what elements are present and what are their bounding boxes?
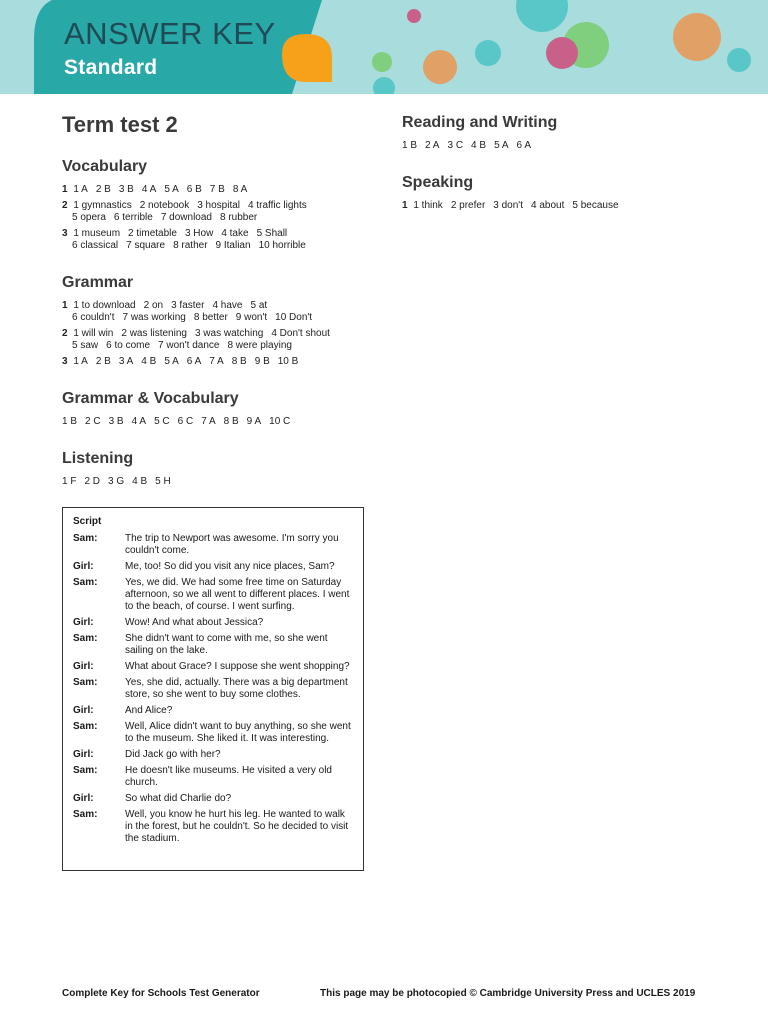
- answer: 8 B: [223, 416, 239, 427]
- answer: 6 couldn't: [72, 312, 115, 323]
- script-text: And Alice?: [125, 705, 173, 716]
- answer: 4 take: [221, 228, 249, 239]
- answer: 3 How: [184, 228, 214, 239]
- answer: 8 were playing: [227, 340, 292, 351]
- answer: 3 don't: [493, 200, 523, 211]
- script-line: [73, 765, 353, 789]
- script-text: Wow! And what about Jessica?: [125, 617, 264, 628]
- answer: 5 opera: [72, 212, 106, 223]
- answer: 4 A: [141, 184, 157, 195]
- answer: 7 B: [209, 184, 225, 195]
- answer: 5 at: [250, 300, 268, 311]
- speaker: Sam:: [73, 633, 98, 644]
- script-line: [73, 793, 353, 805]
- answer: 2 A: [425, 140, 440, 151]
- listening-answers: [62, 476, 372, 488]
- answer: 6 to come: [106, 340, 151, 351]
- answer: 3 G: [108, 476, 125, 487]
- answer: 1 B: [402, 140, 418, 151]
- answer: 2 D: [84, 476, 101, 487]
- script-line: [73, 533, 353, 557]
- script-line: [73, 749, 353, 761]
- answer: 1 to download: [73, 300, 136, 311]
- script-line: [73, 617, 353, 629]
- vocab-q1: [62, 184, 372, 196]
- answer-subline: [62, 240, 372, 252]
- bubble-teal-small: [373, 77, 395, 94]
- answer: 3 B: [118, 184, 134, 195]
- answer: 6 classical: [72, 240, 119, 251]
- script-text: Well, Alice didn't want to buy anything, so she went to the museum. She liked it. It was interesting.: [125, 721, 351, 744]
- question-number: 2: [62, 200, 68, 211]
- speaker: Girl:: [73, 661, 94, 672]
- script-line: [73, 705, 353, 717]
- answer: 3 C: [447, 140, 464, 151]
- answer-subline: [62, 340, 372, 352]
- answer: 2 notebook: [139, 200, 190, 211]
- speaker: Sam:: [73, 721, 98, 732]
- listening-script-box: [62, 507, 364, 871]
- answer: 8 rather: [173, 240, 208, 251]
- answer: 3 B: [108, 416, 124, 427]
- answer: 6 A: [516, 140, 531, 151]
- answer: 4 have: [212, 300, 243, 311]
- answer: 1 B: [62, 416, 78, 427]
- answer: 10 B: [277, 356, 299, 367]
- standard-subtitle: Standard: [64, 56, 158, 79]
- answer: 3 A: [118, 356, 134, 367]
- answer: 3 hospital: [197, 200, 241, 211]
- script-line: [73, 561, 353, 573]
- answer: 1 A: [73, 184, 88, 195]
- question-number: 1: [62, 300, 68, 311]
- speaking-heading: Speaking: [402, 174, 474, 191]
- answer: 5 A: [164, 356, 179, 367]
- reading-writing-heading: Reading and Writing: [402, 114, 558, 131]
- answer: 8 B: [231, 356, 247, 367]
- question-number: 1: [402, 200, 408, 211]
- answer: 6 A: [186, 356, 202, 367]
- script-text: Yes, she did, actually. There was a big department store, so she went to buy some clothes.: [125, 677, 348, 700]
- answer: 1 A: [73, 356, 88, 367]
- script-title: Script: [73, 516, 102, 527]
- answer: 4 A: [131, 416, 147, 427]
- answer: 1 will win: [73, 328, 114, 339]
- speaker: Sam:: [73, 809, 98, 820]
- left-column: [62, 112, 372, 492]
- answer-subline: [62, 212, 372, 224]
- answer: 2 C: [85, 416, 101, 427]
- answer: 9 B: [254, 356, 270, 367]
- answer: 10 horrible: [258, 240, 306, 251]
- header-banner: [0, 0, 768, 94]
- script-text: The trip to Newport was awesome. I'm sorry you couldn't come.: [125, 533, 339, 556]
- vocab-q3: [62, 228, 372, 252]
- answer: 2 timetable: [128, 228, 177, 239]
- answer: 3 faster: [171, 300, 205, 311]
- footer-left: Complete Key for Schools Test Generator: [62, 988, 260, 999]
- grammar-q2: [62, 328, 372, 352]
- grammar-vocabulary-heading: Grammar & Vocabulary: [62, 390, 239, 407]
- answer: 6 B: [186, 184, 202, 195]
- speaker: Girl:: [73, 561, 94, 572]
- speaking-answers: [402, 200, 732, 212]
- script-line: [73, 721, 353, 745]
- script-text: Yes, we did. We had some free time on Saturday afternoon, so we all went to different places. I went to the beach, of course. I went surfing.: [125, 577, 350, 612]
- answer: 7 won't dance: [158, 340, 220, 351]
- bubble-pink-medium: [546, 37, 578, 69]
- bubble-teal-right: [727, 48, 751, 72]
- answer: 2 prefer: [450, 200, 486, 211]
- answer: 7 A: [201, 416, 216, 427]
- grammar-q1: [62, 300, 372, 324]
- question-number: 3: [62, 228, 68, 239]
- right-column: [402, 112, 732, 216]
- answer-subline: [62, 312, 372, 324]
- script-line: [73, 633, 353, 657]
- grammar-heading: Grammar: [62, 274, 134, 291]
- speaker: Sam:: [73, 533, 98, 544]
- answer: 1 think: [413, 200, 443, 211]
- answer: 5 A: [494, 140, 509, 151]
- speaker: Girl:: [73, 617, 94, 628]
- answer: 5 because: [572, 200, 619, 211]
- vocabulary-heading: Vocabulary: [62, 158, 148, 175]
- footer-right: This page may be photocopied © Cambridge University Press and UCLES 2019: [320, 988, 696, 999]
- script-line: [73, 661, 353, 673]
- speaker: Girl:: [73, 793, 94, 804]
- script-text: Me, too! So did you visit any nice places, Sam?: [125, 561, 335, 572]
- answer: 8 rubber: [219, 212, 258, 223]
- speaker: Sam:: [73, 765, 98, 776]
- orange-leaf-shape: [282, 34, 332, 82]
- bubble-teal-large: [516, 0, 568, 32]
- bubble-pink-small: [407, 9, 421, 23]
- answer: 4 B: [141, 356, 157, 367]
- script-text: He doesn't like museums. He visited a very old church.: [125, 765, 332, 788]
- answer-key-title: ANSWER KEY: [64, 16, 276, 51]
- script-line: [73, 809, 353, 845]
- answer: 9 won't: [235, 312, 268, 323]
- answer: 4 B: [471, 140, 487, 151]
- answer: 10 C: [269, 416, 291, 427]
- answer: 6 terrible: [113, 212, 153, 223]
- answer: 1 museum: [73, 228, 121, 239]
- answer: 1 F: [62, 476, 77, 487]
- speaker: Sam:: [73, 677, 98, 688]
- answer: 3 was watching: [194, 328, 264, 339]
- answer: 8 better: [193, 312, 228, 323]
- bubble-orange-large: [673, 13, 721, 61]
- script-text: Did Jack go with her?: [125, 749, 221, 760]
- script-text: So what did Charlie do?: [125, 793, 232, 804]
- script-text: What about Grace? I suppose she went shopping?: [125, 661, 350, 672]
- answer: 5 saw: [72, 340, 99, 351]
- answer: 4 about: [531, 200, 565, 211]
- answer: 1 gymnastics: [73, 200, 132, 211]
- script-line: [73, 577, 353, 613]
- answer: 2 was listening: [121, 328, 187, 339]
- question-number: 3: [62, 356, 68, 367]
- listening-heading: Listening: [62, 450, 134, 467]
- grammar-vocab-answers: [62, 416, 372, 428]
- answer: 5 H: [155, 476, 171, 487]
- answer: 2 on: [143, 300, 164, 311]
- answer: 2 B: [95, 356, 111, 367]
- answer: 9 A: [246, 416, 262, 427]
- answer: 4 traffic lights: [248, 200, 307, 211]
- grammar-q3: [62, 356, 372, 368]
- answer: 8 A: [232, 184, 248, 195]
- reading-writing-answers: [402, 140, 732, 152]
- answer: 7 download: [160, 212, 212, 223]
- answer: 4 B: [132, 476, 148, 487]
- bubble-orange-medium: [423, 50, 457, 84]
- question-number: 1: [62, 184, 68, 195]
- answer: 5 C: [154, 416, 170, 427]
- answer: 6 C: [177, 416, 194, 427]
- bubble-green-small: [372, 52, 392, 72]
- script-line: [73, 677, 353, 701]
- page-title: Term test 2: [62, 112, 178, 137]
- question-number: 2: [62, 328, 68, 339]
- answer: 4 Don't shout: [271, 328, 330, 339]
- answer: 9 Italian: [215, 240, 251, 251]
- answer: 5 Shall: [256, 228, 288, 239]
- answer: 5 A: [164, 184, 179, 195]
- script-text: She didn't want to come with me, so she went sailing on the lake.: [125, 633, 328, 656]
- speaker: Girl:: [73, 749, 94, 760]
- speaker: Sam:: [73, 577, 98, 588]
- answer: 2 B: [95, 184, 111, 195]
- answer: 7 was working: [122, 312, 186, 323]
- script-text: Well, you know he hurt his leg. He wanted to walk in the forest, but he couldn't. So he decided to visit the stadium.: [125, 809, 349, 844]
- speaker: Girl:: [73, 705, 94, 716]
- answer: 7 square: [126, 240, 166, 251]
- answer: 7 A: [209, 356, 224, 367]
- answer: 10 Don't: [275, 312, 313, 323]
- bubble-teal-medium: [475, 40, 501, 66]
- vocab-q2: [62, 200, 372, 224]
